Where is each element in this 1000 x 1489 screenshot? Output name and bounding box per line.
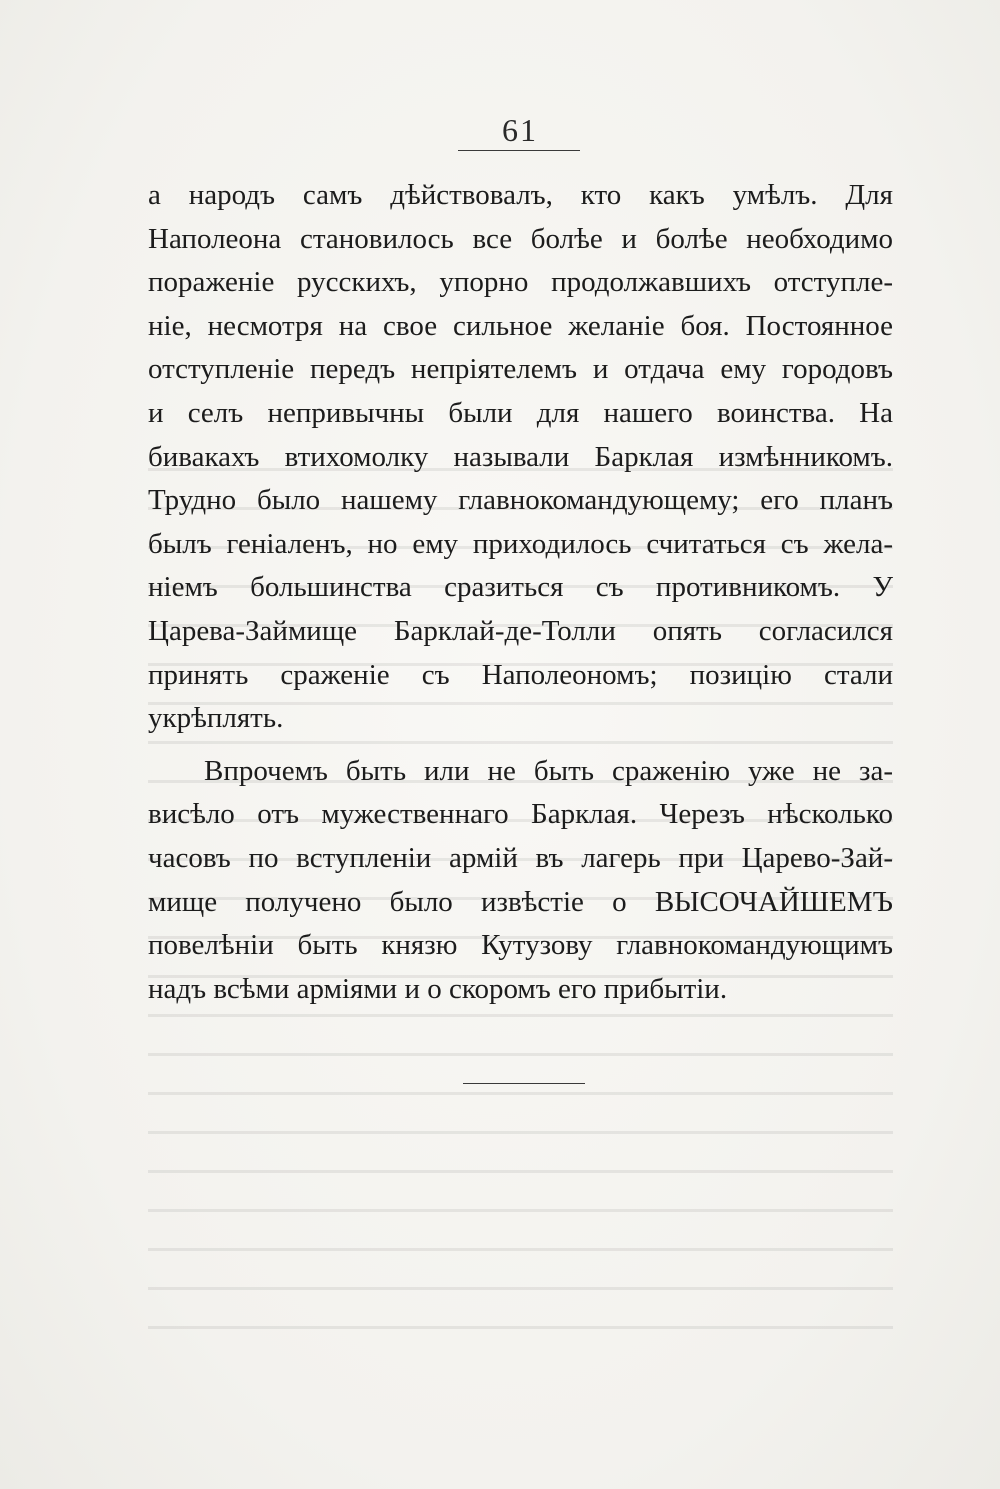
paragraph-gap <box>148 741 893 750</box>
text-line: и селъ непривычны были для нашего воинства. На <box>148 396 893 429</box>
text-line: мище получено было извѣстіе о ВЫСОЧАЙШЕМЪ <box>148 885 893 918</box>
text-line: Царева-Займище Барклай-де-Толли опять согласился <box>148 614 893 647</box>
text-line: ніемъ большинства сразиться съ противникомъ. У <box>148 571 893 604</box>
text-line: Наполеона становилось все болѣе и болѣе необходимо <box>148 222 893 255</box>
text-line: повелѣніи быть князю Кутузову главнокомандующимъ <box>148 929 893 962</box>
text-line: висѣло отъ мужественнаго Барклая. Черезъ нѣсколько <box>148 798 893 831</box>
text-line: часовъ по вступленіи армій въ лагерь при Царево-Зай- <box>148 841 893 874</box>
text-line: ніе, несмотря на свое сильное желаніе боя. Постоянное <box>148 309 893 342</box>
page-number: 61 <box>502 112 538 148</box>
text-line: Трудно было нашему главнокомандующему; его планъ <box>148 484 893 517</box>
header-rule <box>458 150 580 151</box>
text-line: былъ геніаленъ, но ему приходилось считаться съ желa- <box>148 527 893 560</box>
paragraph <box>148 750 893 1012</box>
text-line: Впрочемъ быть или не быть сраженію уже не за- <box>204 754 893 787</box>
text-line: пораженіе русскихъ, упорно продолжавшихъ отступле- <box>148 266 893 299</box>
paragraph <box>148 174 893 741</box>
body-text <box>148 174 893 1011</box>
text-line: надъ всѣми арміями и о скоромъ его прибытіи. <box>148 972 728 1005</box>
text-line: принять сраженіе съ Наполеономъ; позицію стали <box>148 658 893 691</box>
text-line: укрѣплять. <box>148 702 284 735</box>
text-line: бивакахъ втихомолку называли Барклая измѣнникомъ. <box>148 440 893 473</box>
text-line: отступленіе передъ непріятелемъ и отдача ему городовъ <box>148 353 893 386</box>
closing-rule <box>463 1083 585 1084</box>
text-line: а народъ самъ дѣйствовалъ, кто какъ умѣлъ. Для <box>148 179 893 211</box>
